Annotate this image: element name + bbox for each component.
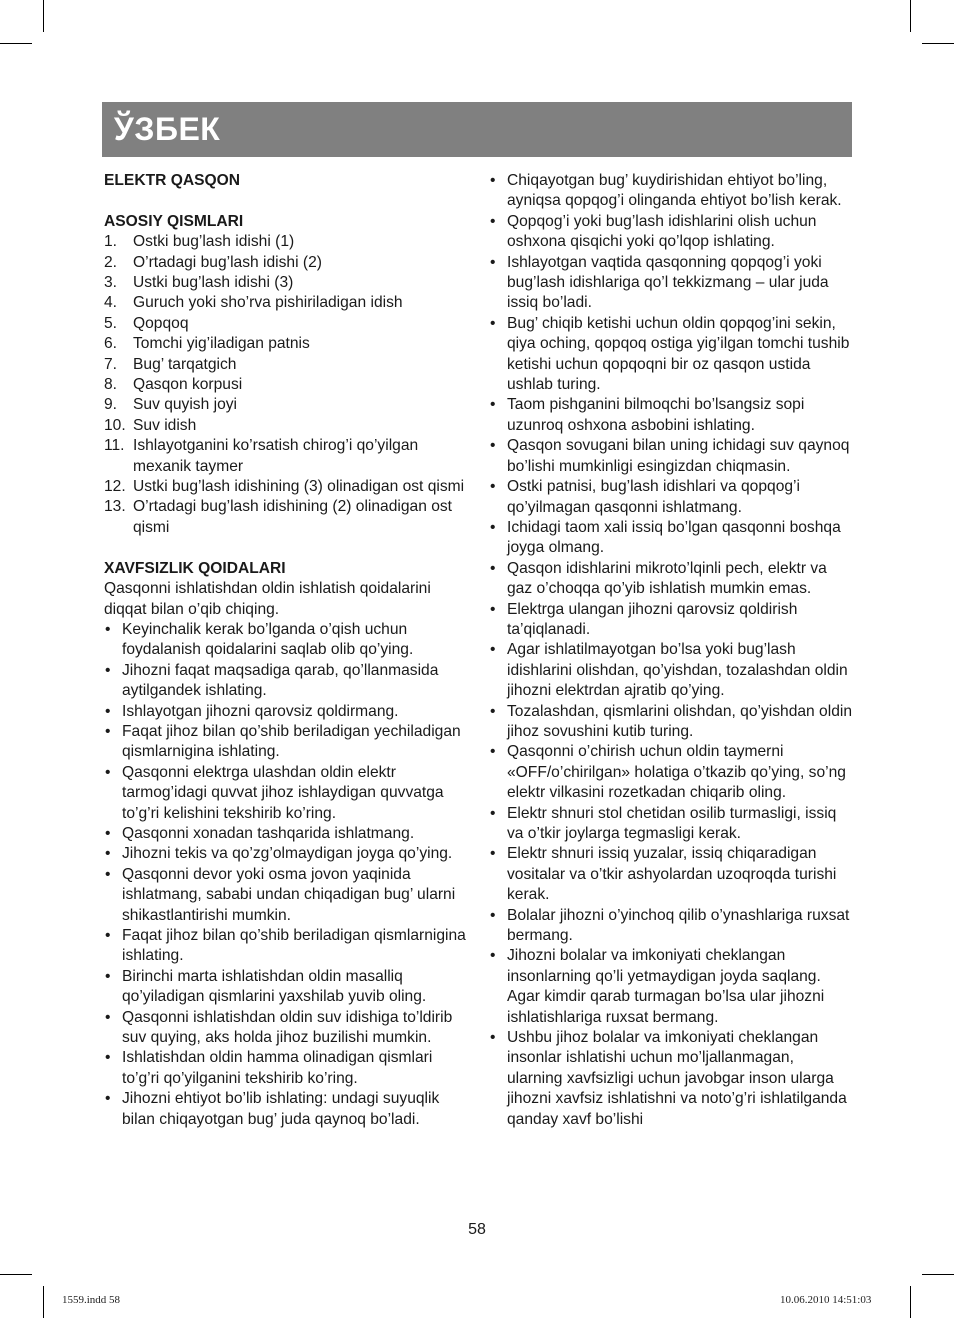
crop-mark (910, 1286, 911, 1318)
list-item-text: Bug’ tarqatgich (133, 355, 237, 373)
crop-mark (922, 43, 954, 44)
safety-list-item: • Agar ishlatilmayotgan bo’lsa yoki bug’lash idishlarini olishdan, qo’yishdan, tozalashdan oldin jihozni elektrdan ajratib qo’ying. (489, 640, 852, 701)
crop-mark (43, 1286, 44, 1318)
right-column (489, 171, 852, 1130)
crop-mark (922, 1274, 954, 1275)
safety-list-item: • Birinchi marta ishlatishdan oldin masalliq qo’yiladigan qismlarini yaxshilab yuvib oling. (104, 967, 468, 1008)
list-number: 3. (104, 274, 118, 292)
safety-list-item: • Jihozni faqat maqsadiga qarab, qo’llanmasida aytilgandek ishlating. (104, 661, 468, 702)
print-slug-file: 1559.indd 58 (62, 1294, 121, 1306)
safety-list (104, 620, 468, 1130)
parts-list-item (104, 293, 468, 313)
parts-list-item (104, 314, 468, 334)
safety-list-item: • Qasqonni devor yoki osma jovon yaqinida ishlatmang, sababi undan chiqadigan bug’ ularni shikastlantirishi mumkin. (104, 865, 468, 926)
safety-list-item: • Ushbu jihoz bolalar va imkoniyati cheklangan insonlar ishlatishi uchun mo’ljallanmagan, ularning xavfsizligi uchun javobgar inson ularga jihozni xavfsiz ishlatishni va noto’g’ri ishlatilganda qanday xavf bo’lishi (489, 1028, 852, 1130)
safety-list-item: • Ichidagi taom xali issiq bo’lgan qasqonni boshqa joyga olmang. (489, 518, 852, 559)
safety-list-item: • Ishlatishdan oldin hamma olinadigan qismlari to’g’ri qo’yilganini tekshirib ko’ring. (104, 1048, 468, 1089)
safety-list-item: • Chiqayotgan bug’ kuydirishidan ehtiyot bo’ling, ayniqsa qopqog’i olinganda ehtiyot bo’lish kerak. (489, 171, 852, 212)
safety-list-item: • Qopqog’i yoki bug’lash idishlarini olish uchun oshxona qisqichi yoki qo’lqop ishlating. (489, 212, 852, 253)
list-number: 9. (104, 396, 118, 414)
list-item-text: Ishlayotganini ko’rsatish chirog’i qo’yilgan mexanik taymer (133, 437, 419, 475)
document-title: ELEKTR QASQON (104, 172, 241, 189)
parts-list-item (104, 273, 468, 293)
safety-list-item: • Elektr shnuri stol chetidan osilib turmasligi, issiq va o’tkir joylarga tegmasligi kerak. (489, 804, 852, 845)
safety-list-item: • Elektr shnuri issiq yuzalar, issiq chiqaradigan vositalar va o’tkir ashyolardan uzoqroqda turishi kerak. (489, 844, 852, 905)
safety-intro: Qasqonni ishlatishdan oldin ishlatish qoidalarini diqqat bilan o’qib chiqing. (104, 580, 431, 618)
safety-list-item: • Jihozni ehtiyot bo’lib ishlating: undagi suyuqlik bilan chiqayotgan bug’ juda qaynoq bo’ladi. (104, 1089, 468, 1130)
safety-list-item: • Ishlayotgan jihozni qarovsiz qoldirmang. (104, 702, 468, 722)
safety-list-item: • Qasqon sovugani bilan uning ichidagi suv qaynoq bo’lishi mumkinligi esingizdan chiqmasin. (489, 436, 852, 477)
parts-list-item (104, 497, 468, 538)
list-number: 11. (104, 437, 125, 455)
language-title: ЎЗБЕК (114, 111, 221, 147)
parts-list-item (104, 375, 468, 395)
page-number: 58 (468, 1221, 486, 1238)
list-number: 12. (104, 478, 126, 496)
crop-mark (0, 1274, 32, 1275)
parts-list-item (104, 416, 468, 436)
list-number: 13. (104, 498, 126, 516)
list-number: 6. (104, 335, 118, 353)
safety-list-item: • Ostki patnisi, bug’lash idishlari va qopqog’i qo’yilmagan qasqonni ishlatmang. (489, 477, 852, 518)
parts-list-item (104, 253, 468, 273)
list-item-text: Ustki bug’lash idishi (3) (133, 274, 294, 292)
list-item-text: Guruch yoki sho’rva pishiriladigan idish (133, 294, 403, 312)
safety-list-item: • Bug’ chiqib ketishi uchun oldin qopqog’ini sekin, qiya oching, qopqoq ostiga yig’ilgan tomchi tushib ketishi uchun qopqoqni bir oz qasqon ustida ushlab turing. (489, 314, 852, 396)
crop-mark (0, 43, 32, 44)
safety-list-item: • Qasqonni xonadan tashqarida ishlatmang. (104, 824, 468, 844)
print-slug-date: 10.06.2010 14:51:03 (780, 1294, 872, 1306)
list-number: 7. (104, 355, 118, 373)
crop-mark (43, 0, 44, 32)
list-number: 2. (104, 253, 118, 271)
list-item-text: Tomchi yig’iladigan patnis (133, 335, 310, 353)
list-number: 4. (104, 294, 118, 312)
safety-heading: XAVFSIZLIK QOIDALARI (104, 559, 286, 577)
parts-list-item (104, 334, 468, 354)
language-header-bar (102, 102, 852, 157)
parts-list-item (104, 395, 468, 415)
list-item-text: Qasqon korpusi (133, 376, 243, 394)
safety-list-item: • Bolalar jihozni o’yinchoq qilib o’ynashlariga ruxsat bermang. (489, 906, 852, 947)
safety-list-item: • Qasqonni o’chirish uchun oldin taymerni «OFF/o’chirilgan» holatiga o’tkazib qo’ying, so’ng elektr vilkasini rozetkadan chiqarib oling. (489, 742, 852, 803)
list-number: 8. (104, 376, 118, 394)
safety-list-item: • Faqat jihoz bilan qo’shib beriladigan yechiladigan qismlarnigina ishlating. (104, 722, 468, 763)
list-number: 10. (104, 416, 126, 434)
list-item-text: Qopqoq (133, 314, 189, 332)
parts-list-item (104, 355, 468, 375)
safety-list-item: • Qasqonni ishlatishdan oldin suv idishiga to’ldirib suv quying, aks holda jihoz buzilishi mumkin. (104, 1008, 468, 1049)
safety-list-item: • Qasqon idishlarini mikroto’lqinli pech, elektr va gaz o’choqqa qo’yib ishlatish mumkin emas. (489, 559, 852, 600)
safety-list-item: • Faqat jihoz bilan qo’shib beriladigan qismlarnigina ishlating. (104, 926, 468, 967)
safety-list-item: • Keyinchalik kerak bo’lganda o’qish uchun foydalanish qoidalarini saqlab olib qo’ying. (104, 620, 468, 661)
list-item-text: Suv idish (133, 416, 197, 434)
parts-list-item (104, 436, 468, 477)
parts-list-item (104, 232, 468, 252)
safety-list-item: • Ishlayotgan vaqtida qasqonning qopqog’i yoki bug’lash idishlariga qo’l tekkizmang – ular juda issiq bo’ladi. (489, 253, 852, 314)
list-number: 1. (104, 233, 118, 251)
list-item-text: O’rtadagi bug’lash idishining (2) olinadigan ost qismi (133, 498, 453, 536)
safety-list-item: • Elektrga ulangan jihozni qarovsiz qoldirish ta’qiqlanadi. (489, 600, 852, 641)
crop-mark (910, 0, 911, 32)
parts-heading: ASOSIY QISMLARI (104, 212, 244, 230)
safety-list-continued (489, 171, 852, 1130)
safety-list-item: • Qasqonni elektrga ulashdan oldin elektr tarmog’idagi quvvat jihoz ishlaydigan quvvatga to’g’ri kelishini tekshirib ko’ring. (104, 763, 468, 824)
safety-list-item: • Tozalashdan, qismlarini olishdan, qo’yishdan oldin jihoz sovushini kutib turing. (489, 702, 852, 743)
list-item-text: O’rtadagi bug’lash idishi (2) (133, 253, 322, 271)
left-column (104, 171, 468, 1130)
list-item-text: Suv quyish joyi (133, 396, 238, 414)
safety-list-item: • Jihozni bolalar va imkoniyati cheklangan insonlarning qo’li yetmaydigan joyda saqlang. Agar kimdir qarab turmagan bo’lsa ular jihozni ishlatishlariga ruxsat bermang. (489, 946, 852, 1028)
parts-list-item (104, 477, 468, 497)
parts-list (104, 232, 468, 538)
list-item-text: Ostki bug’lash idishi (1) (133, 233, 295, 251)
list-item-text: Ustki bug’lash idishining (3) olinadigan ost qismi (133, 478, 465, 496)
list-number: 5. (104, 314, 118, 332)
safety-list-item: • Jihozni tekis va qo’zg’olmaydigan joyga qo’ying. (104, 844, 468, 864)
safety-list-item: • Taom pishganini bilmoqchi bo’lsangsiz sopi uzunroq oshxona asbobini ishlating. (489, 395, 852, 436)
